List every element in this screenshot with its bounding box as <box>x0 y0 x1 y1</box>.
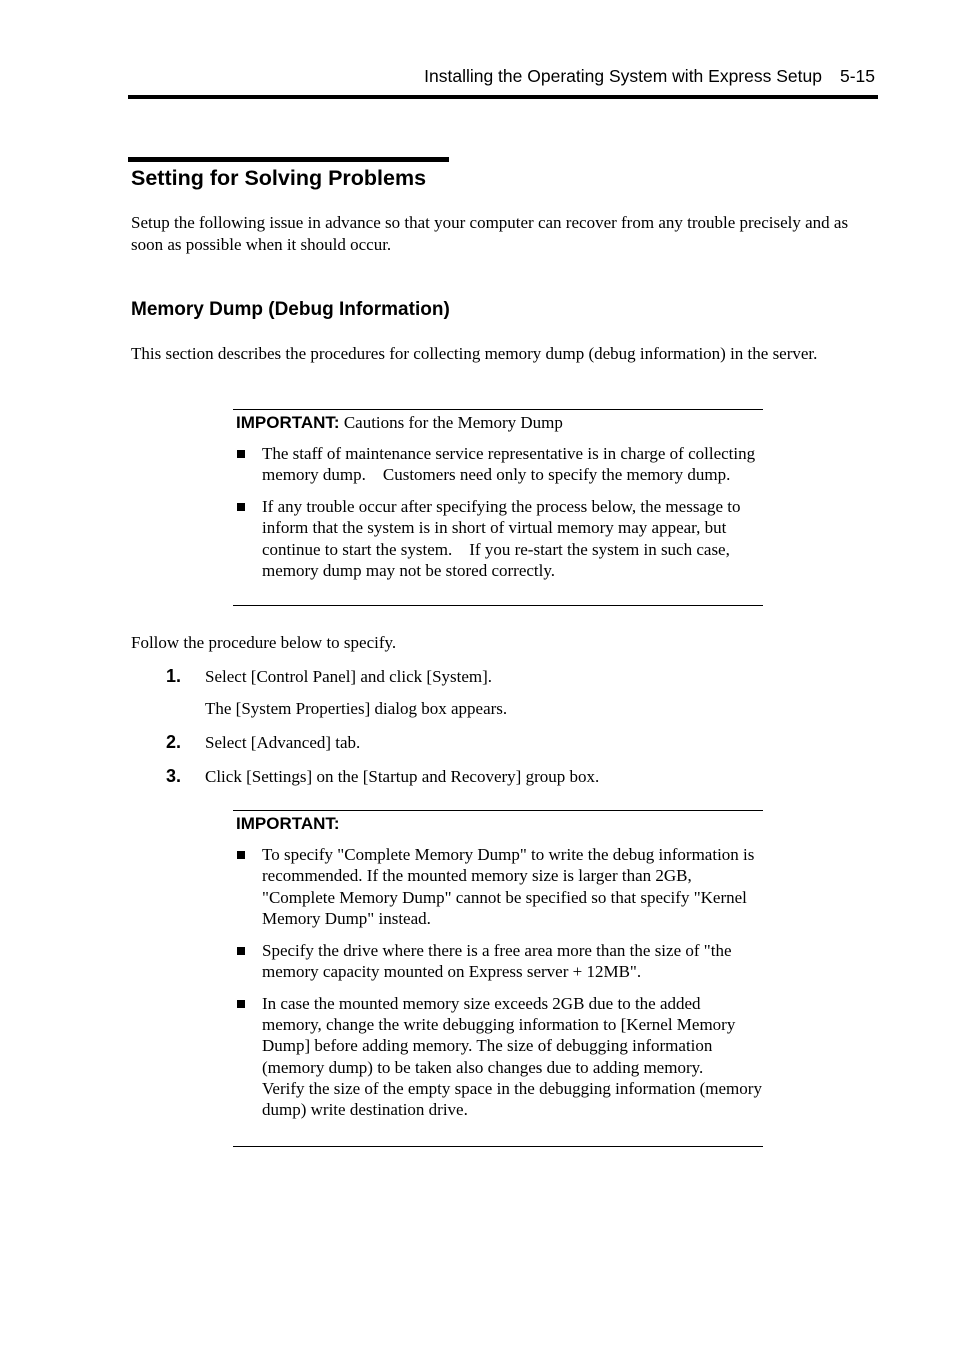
step-number: 3. <box>166 766 182 786</box>
list-item <box>233 844 763 929</box>
important-note-list <box>233 443 763 581</box>
section-intro-paragraph: Setup the following issue in advance so that your computer can recover from any trouble precisely and as soon as possible when it should occur. <box>131 213 849 254</box>
square-bullet-icon <box>237 1000 245 1008</box>
list-item-text: To specify "Complete Memory Dump" to write the debug information is recommended. If the mounted memory size is larger than 2GB, "Complete Memory Dump" cannot be specified so that specify "Kernel Memory Dump" instead. <box>262 845 755 928</box>
page-number: 5-15 <box>839 66 875 86</box>
step-text: Select [Control Panel] and click [System]. <box>205 667 493 686</box>
running-header <box>128 64 875 88</box>
list-item <box>233 496 763 581</box>
list-item-text: Specify the drive where there is a free area more than the size of "the memory capacity mounted on Express server + 12MB". <box>262 940 732 981</box>
step-result: The [System Properties] dialog box appears. <box>205 699 508 718</box>
step-number: 1. <box>166 666 182 686</box>
subsection-title: Memory Dump (Debug Information) <box>131 299 450 320</box>
section-title-bar <box>128 157 449 162</box>
running-header-title: Installing the Operating System with Express Setup <box>424 66 822 86</box>
list-item-extra-text: Verify the size of the empty space in the debugging information (memory dump) write destination drive. <box>262 1078 762 1120</box>
important-label: IMPORTANT: <box>236 814 340 833</box>
square-bullet-icon <box>237 851 245 859</box>
important-note-list <box>233 844 763 1121</box>
step-number: 2. <box>166 732 182 752</box>
step-text: Select [Advanced] tab. <box>205 733 361 752</box>
important-note-heading <box>236 813 763 835</box>
list-item <box>233 993 763 1121</box>
square-bullet-icon <box>237 503 245 511</box>
procedure-intro: Follow the procedure below to specify. <box>131 633 397 652</box>
list-item-text: In case the mounted memory size exceeds 2GB due to the added memory, change the write debugging information to [Kernel Memory Dump] before adding memory. The size of debugging information (memory dump) to be taken also changes due to adding memory. <box>262 993 736 1077</box>
important-caption: Cautions for the Memory Dump <box>343 413 563 432</box>
important-note-settings <box>233 810 763 1147</box>
square-bullet-icon <box>237 450 245 458</box>
header-rule <box>128 95 878 99</box>
square-bullet-icon <box>237 947 245 955</box>
important-note-heading <box>236 412 763 434</box>
list-item-text: The staff of maintenance service representative is in charge of collecting memory dump. Customers need only to specify the memory dump. <box>262 444 756 485</box>
list-item-text: If any trouble occur after specifying the process below, the message to inform that the system is in short of virtual memory may appear, but continue to start the system. If you re-start the system in such case, memory dump may not be stored correctly. <box>262 497 741 580</box>
important-label: IMPORTANT: <box>236 413 340 432</box>
list-item <box>233 940 763 983</box>
subsection-intro-paragraph: This section describes the procedures for collecting memory dump (debug information) in the server. <box>131 344 818 363</box>
section-title: Setting for Solving Problems <box>131 166 427 190</box>
list-item <box>233 443 763 486</box>
step-text: Click [Settings] on the [Startup and Recovery] group box. <box>205 767 600 786</box>
important-note-cautions <box>233 409 763 606</box>
